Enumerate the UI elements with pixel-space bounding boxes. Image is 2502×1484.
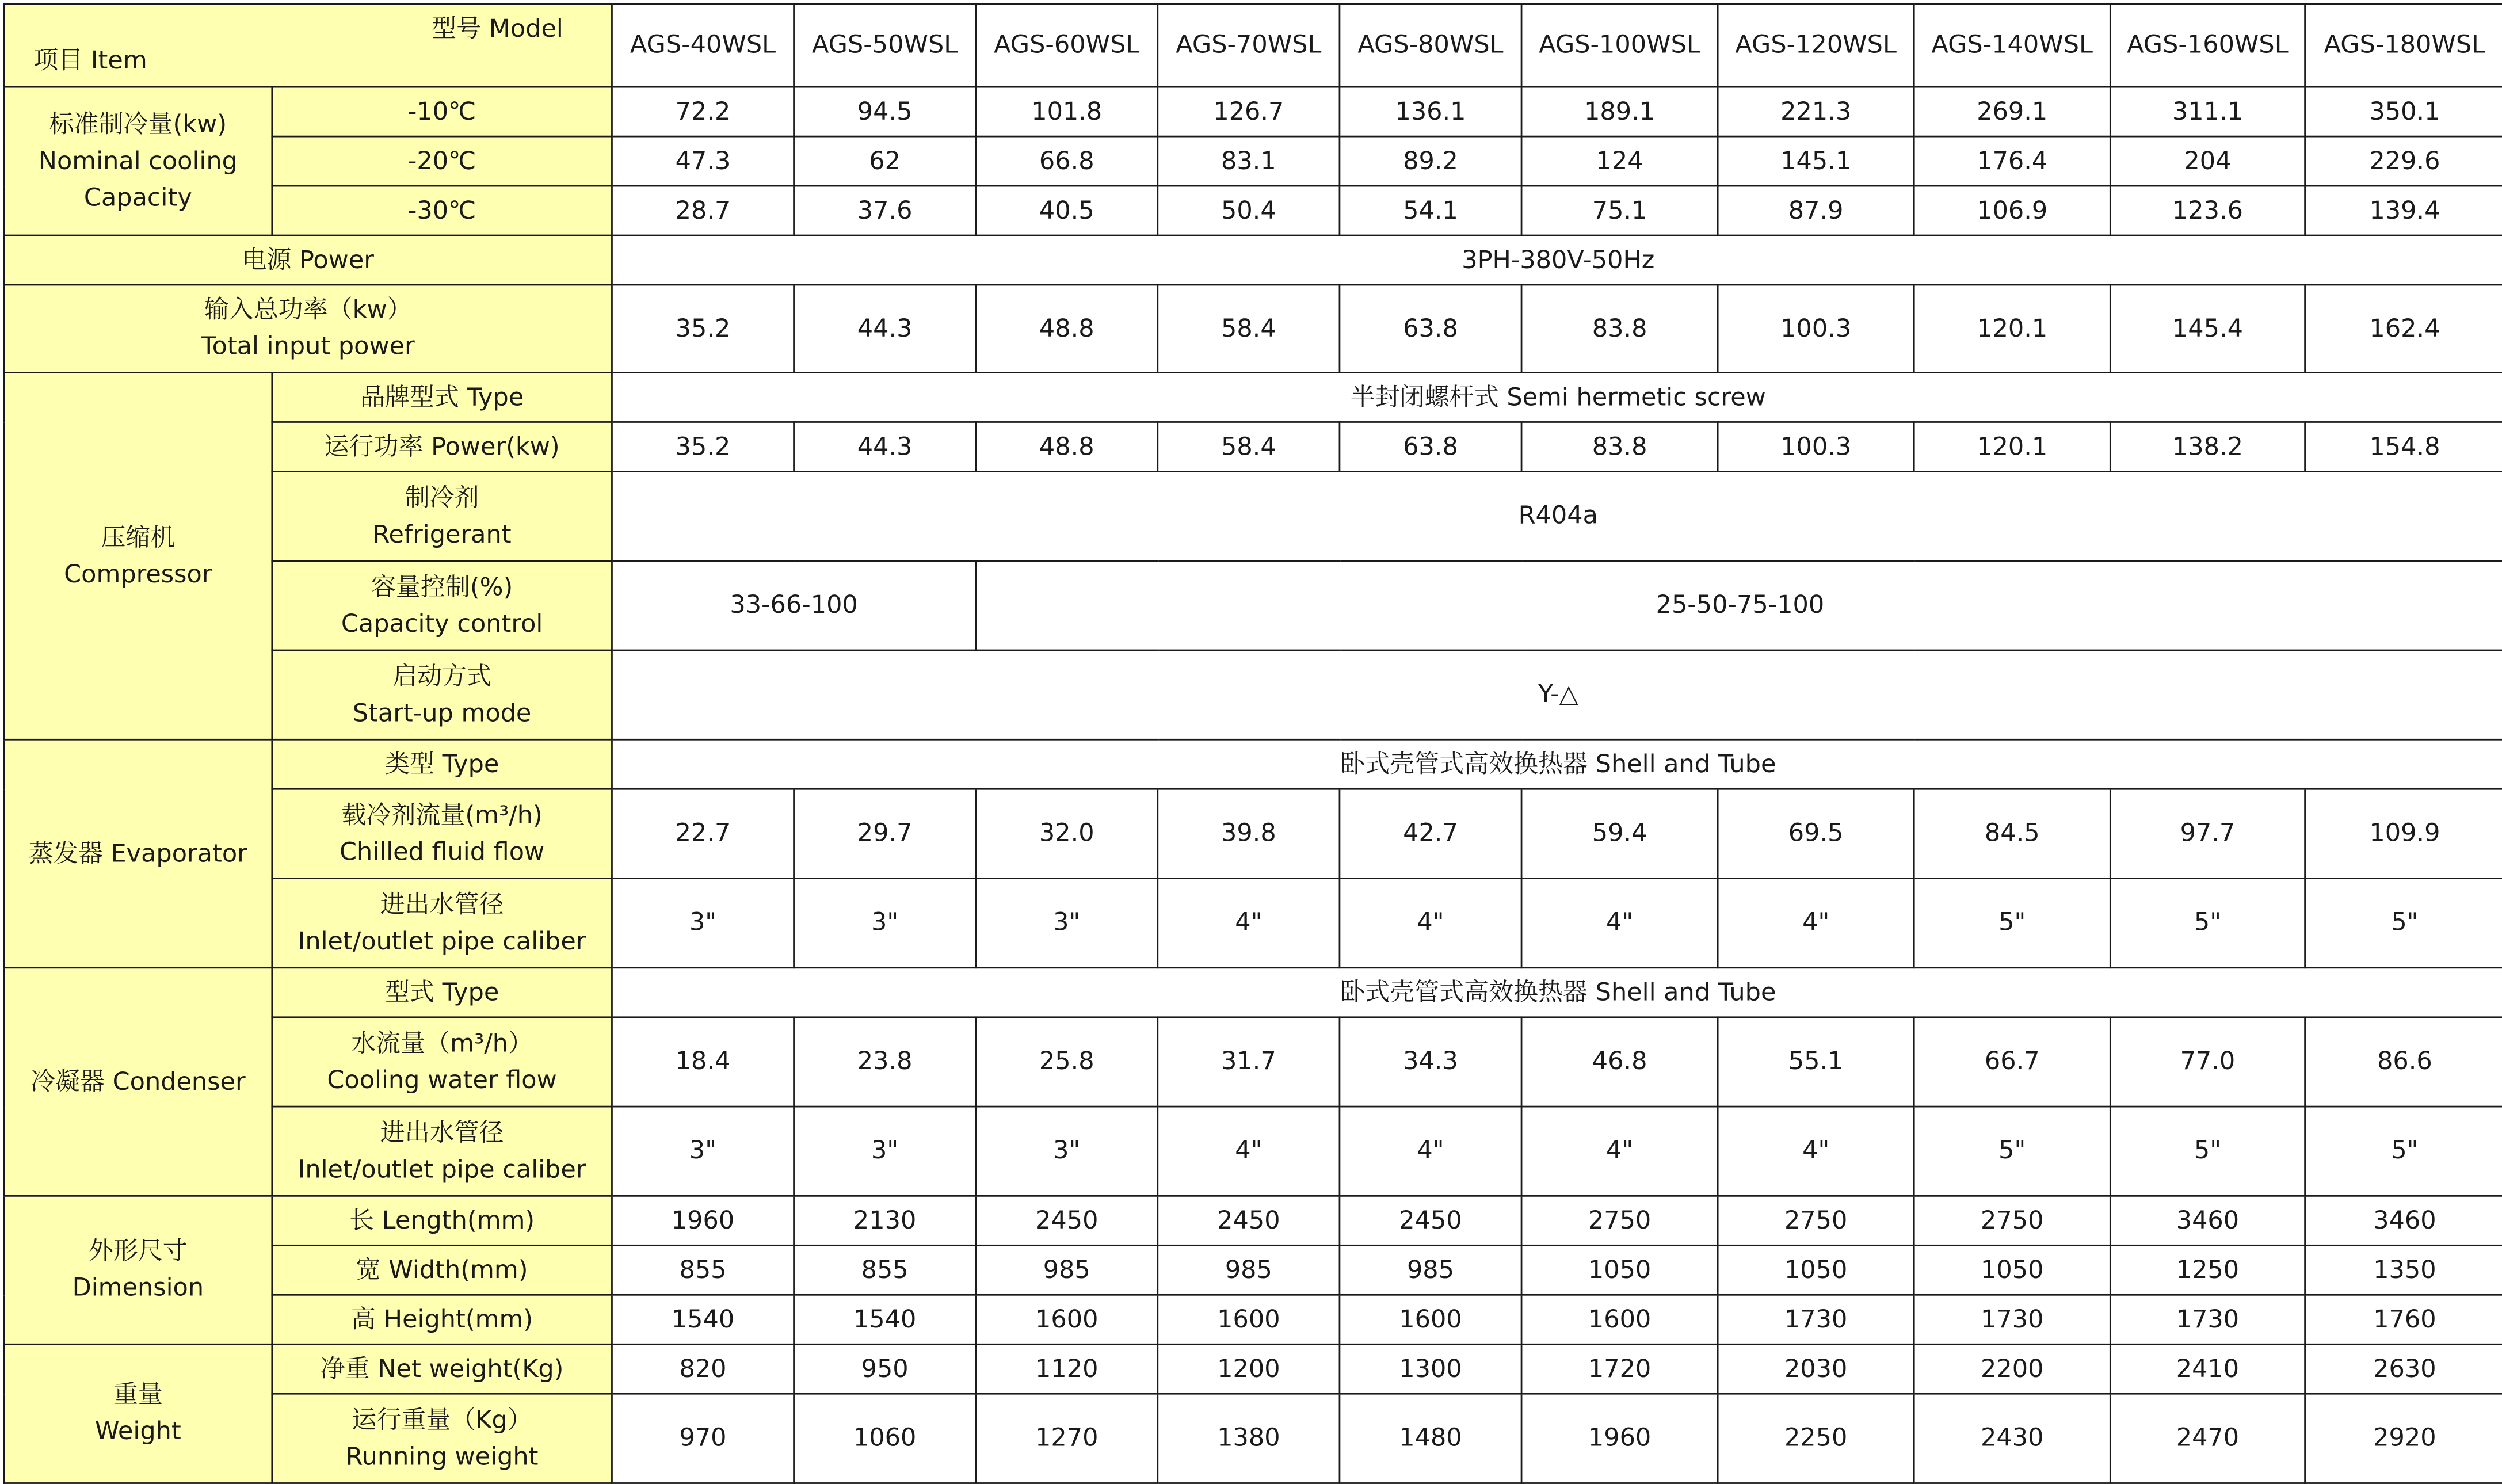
evaporator-type-value: 卧式壳管式高效换热器 Shell and Tube [612, 739, 2502, 789]
value-cell: 3460 [2305, 1196, 2502, 1245]
model-column-header: AGS-120WSL [1718, 4, 1914, 87]
value-cell: 66.7 [1914, 1017, 2110, 1107]
corner-header-cell [4, 4, 612, 87]
condenser-type-value: 卧式壳管式高效换热器 Shell and Tube [612, 968, 2502, 1017]
value-cell: 69.5 [1718, 789, 1914, 878]
value-cell: 18.4 [612, 1017, 794, 1107]
header-row [4, 4, 2502, 87]
temperature-label: -30℃ [272, 186, 612, 235]
value-cell: 1380 [1158, 1394, 1340, 1483]
value-cell: 3" [976, 1107, 1158, 1196]
evaporator-pipe-row [4, 879, 2502, 968]
value-cell: 4" [1340, 879, 1521, 968]
value-cell: 2130 [794, 1196, 976, 1245]
weight-group-label: 重量 Weight [4, 1344, 272, 1483]
value-cell: 94.5 [794, 87, 976, 136]
value-cell: 2450 [1340, 1196, 1521, 1245]
value-cell: 4" [1521, 1107, 1718, 1196]
capacity-control-value-small: 33-66-100 [612, 561, 975, 650]
value-cell: 120.1 [1914, 285, 2110, 373]
compressor-group-label: 压缩机 Compressor [4, 372, 272, 739]
value-cell: 2250 [1718, 1394, 1914, 1483]
value-cell: 35.2 [612, 285, 794, 373]
value-cell: 1760 [2305, 1295, 2502, 1344]
total-input-power-label: 输入总功率（kw） Total input power [4, 285, 612, 373]
running-weight-row [4, 1394, 2502, 1483]
width-row [4, 1245, 2502, 1295]
value-cell: 63.8 [1340, 285, 1521, 373]
condenser-type-row [4, 968, 2502, 1017]
value-cell: 83.8 [1521, 422, 1718, 471]
value-cell: 44.3 [794, 285, 976, 373]
value-cell: 1270 [976, 1394, 1158, 1483]
value-cell: 22.7 [612, 789, 794, 878]
model-column-header: AGS-160WSL [2110, 4, 2305, 87]
model-column-header: AGS-80WSL [1340, 4, 1521, 87]
value-cell: 48.8 [976, 285, 1158, 373]
value-cell: 4" [1158, 1107, 1340, 1196]
value-cell: 1050 [1718, 1245, 1914, 1295]
value-cell: 2750 [1718, 1196, 1914, 1245]
value-cell: 145.4 [2110, 285, 2305, 373]
value-cell: 269.1 [1914, 87, 2110, 136]
compressor-power-row [4, 422, 2502, 471]
value-cell: 950 [794, 1344, 976, 1394]
value-cell: 100.3 [1718, 422, 1914, 471]
value-cell: 136.1 [1340, 87, 1521, 136]
model-column-header: AGS-140WSL [1914, 4, 2110, 87]
value-cell: 350.1 [2305, 87, 2502, 136]
value-cell: 54.1 [1340, 186, 1521, 235]
refrigerant-value: R404a [612, 471, 2502, 560]
value-cell: 83.8 [1521, 285, 1718, 373]
compressor-type-label: 品牌型式 Type [272, 372, 612, 422]
compressor-power-label: 运行功率 Power(kw) [272, 422, 612, 471]
height-label: 高 Height(mm) [272, 1295, 612, 1344]
value-cell: 89.2 [1340, 136, 1521, 186]
chilled-flow-label: 载冷剂流量(m³/h) Chilled fluid flow [272, 789, 612, 878]
value-cell: 47.3 [612, 136, 794, 186]
value-cell: 985 [1340, 1245, 1521, 1295]
temperature-label: -10℃ [272, 87, 612, 136]
value-cell: 4" [1158, 879, 1340, 968]
refrigerant-row [4, 471, 2502, 560]
value-cell: 1600 [1521, 1295, 1718, 1344]
temperature-label: -20℃ [272, 136, 612, 186]
value-cell: 5" [2305, 879, 2502, 968]
capacity-control-value-large: 25-50-75-100 [976, 561, 2502, 650]
value-cell: 855 [794, 1245, 976, 1295]
value-cell: 5" [1914, 1107, 2110, 1196]
value-cell: 138.2 [2110, 422, 2305, 471]
model-column-header: AGS-180WSL [2305, 4, 2502, 87]
value-cell: 5" [2110, 879, 2305, 968]
value-cell: 37.6 [794, 186, 976, 235]
condenser-group-label: 冷凝器 Condenser [4, 968, 272, 1196]
value-cell: 2750 [1914, 1196, 2110, 1245]
value-cell: 1050 [1521, 1245, 1718, 1295]
value-cell: 40.5 [976, 186, 1158, 235]
evaporator-type-row [4, 739, 2502, 789]
cooling-row-minus10 [4, 87, 2502, 136]
length-row [4, 1196, 2502, 1245]
value-cell: 42.7 [1340, 789, 1521, 878]
value-cell: 970 [612, 1394, 794, 1483]
specification-table [3, 3, 2502, 1484]
value-cell: 1600 [1340, 1295, 1521, 1344]
model-column-header: AGS-70WSL [1158, 4, 1340, 87]
value-cell: 2030 [1718, 1344, 1914, 1394]
value-cell: 23.8 [794, 1017, 976, 1107]
startup-mode-value: Y-△ [612, 650, 2502, 739]
value-cell: 189.1 [1521, 87, 1718, 136]
value-cell: 1540 [794, 1295, 976, 1344]
value-cell: 1300 [1340, 1344, 1521, 1394]
chilled-flow-row [4, 789, 2502, 878]
value-cell: 1350 [2305, 1245, 2502, 1295]
net-weight-label: 净重 Net weight(Kg) [272, 1344, 612, 1394]
value-cell: 145.1 [1718, 136, 1914, 186]
capacity-control-row [4, 561, 2502, 650]
value-cell: 1060 [794, 1394, 976, 1483]
value-cell: 50.4 [1158, 186, 1340, 235]
value-cell: 46.8 [1521, 1017, 1718, 1107]
value-cell: 162.4 [2305, 285, 2502, 373]
value-cell: 2430 [1914, 1394, 2110, 1483]
value-cell: 1730 [2110, 1295, 2305, 1344]
value-cell: 55.1 [1718, 1017, 1914, 1107]
value-cell: 1730 [1718, 1295, 1914, 1344]
cooling-capacity-group-label: 标准制冷量(kw) Nominal cooling Capacity [4, 87, 272, 235]
value-cell: 1200 [1158, 1344, 1340, 1394]
value-cell: 2450 [1158, 1196, 1340, 1245]
value-cell: 101.8 [976, 87, 1158, 136]
model-column-header: AGS-60WSL [976, 4, 1158, 87]
dimension-group-label: 外形尺寸 Dimension [4, 1196, 272, 1344]
value-cell: 204 [2110, 136, 2305, 186]
value-cell: 97.7 [2110, 789, 2305, 878]
cooling-row-minus20 [4, 136, 2502, 186]
value-cell: 820 [612, 1344, 794, 1394]
value-cell: 77.0 [2110, 1017, 2305, 1107]
value-cell: 2200 [1914, 1344, 2110, 1394]
value-cell: 62 [794, 136, 976, 186]
value-cell: 72.2 [612, 87, 794, 136]
value-cell: 176.4 [1914, 136, 2110, 186]
value-cell: 3" [794, 879, 976, 968]
value-cell: 3" [612, 1107, 794, 1196]
value-cell: 1540 [612, 1295, 794, 1344]
value-cell: 35.2 [612, 422, 794, 471]
value-cell: 2470 [2110, 1394, 2305, 1483]
value-cell: 32.0 [976, 789, 1158, 878]
refrigerant-label: 制冷剂 Refrigerant [272, 471, 612, 560]
value-cell: 1120 [976, 1344, 1158, 1394]
condenser-pipe-label: 进出水管径 Inlet/outlet pipe caliber [272, 1107, 612, 1196]
value-cell: 229.6 [2305, 136, 2502, 186]
value-cell: 106.9 [1914, 186, 2110, 235]
width-label: 宽 Width(mm) [272, 1245, 612, 1295]
value-cell: 28.7 [612, 186, 794, 235]
value-cell: 3" [976, 879, 1158, 968]
item-header-label: 项目 Item [33, 46, 147, 75]
height-row [4, 1295, 2502, 1344]
value-cell: 120.1 [1914, 422, 2110, 471]
model-column-header: AGS-100WSL [1521, 4, 1718, 87]
value-cell: 3" [794, 1107, 976, 1196]
value-cell: 985 [1158, 1245, 1340, 1295]
net-weight-row [4, 1344, 2502, 1394]
value-cell: 4" [1718, 879, 1914, 968]
model-column-header: AGS-40WSL [612, 4, 794, 87]
value-cell: 855 [612, 1245, 794, 1295]
value-cell: 1050 [1914, 1245, 2110, 1295]
evaporator-type-label: 类型 Type [272, 739, 612, 789]
value-cell: 58.4 [1158, 422, 1340, 471]
value-cell: 2630 [2305, 1344, 2502, 1394]
evaporator-group-label: 蒸发器 Evaporator [4, 739, 272, 968]
value-cell: 1600 [976, 1295, 1158, 1344]
model-header-label: 型号 Model [432, 14, 563, 43]
value-cell: 5" [1914, 879, 2110, 968]
value-cell: 1960 [612, 1196, 794, 1245]
value-cell: 109.9 [2305, 789, 2502, 878]
value-cell: 34.3 [1340, 1017, 1521, 1107]
value-cell: 83.1 [1158, 136, 1340, 186]
cooling-water-flow-row [4, 1017, 2502, 1107]
value-cell: 66.8 [976, 136, 1158, 186]
value-cell: 4" [1340, 1107, 1521, 1196]
value-cell: 5" [2305, 1107, 2502, 1196]
length-label: 长 Length(mm) [272, 1196, 612, 1245]
value-cell: 31.7 [1158, 1017, 1340, 1107]
power-supply-label: 电源 Power [4, 235, 612, 285]
compressor-type-row [4, 372, 2502, 422]
total-input-power-row [4, 285, 2502, 373]
value-cell: 221.3 [1718, 87, 1914, 136]
value-cell: 123.6 [2110, 186, 2305, 235]
value-cell: 29.7 [794, 789, 976, 878]
value-cell: 4" [1521, 879, 1718, 968]
condenser-pipe-row [4, 1107, 2502, 1196]
value-cell: 59.4 [1521, 789, 1718, 878]
value-cell: 48.8 [976, 422, 1158, 471]
value-cell: 87.9 [1718, 186, 1914, 235]
value-cell: 2920 [2305, 1394, 2502, 1483]
value-cell: 4" [1718, 1107, 1914, 1196]
value-cell: 75.1 [1521, 186, 1718, 235]
value-cell: 985 [976, 1245, 1158, 1295]
value-cell: 39.8 [1158, 789, 1340, 878]
condenser-type-label: 型式 Type [272, 968, 612, 1017]
value-cell: 2450 [976, 1196, 1158, 1245]
value-cell: 154.8 [2305, 422, 2502, 471]
value-cell: 1730 [1914, 1295, 2110, 1344]
value-cell: 311.1 [2110, 87, 2305, 136]
value-cell: 63.8 [1340, 422, 1521, 471]
evaporator-pipe-label: 进出水管径 Inlet/outlet pipe caliber [272, 879, 612, 968]
value-cell: 3460 [2110, 1196, 2305, 1245]
value-cell: 5" [2110, 1107, 2305, 1196]
model-column-header: AGS-50WSL [794, 4, 976, 87]
value-cell: 84.5 [1914, 789, 2110, 878]
value-cell: 124 [1521, 136, 1718, 186]
power-supply-value: 3PH-380V-50Hz [612, 235, 2502, 285]
value-cell: 86.6 [2305, 1017, 2502, 1107]
compressor-type-value: 半封闭螺杆式 Semi hermetic screw [612, 372, 2502, 422]
value-cell: 139.4 [2305, 186, 2502, 235]
value-cell: 1720 [1521, 1344, 1718, 1394]
value-cell: 2750 [1521, 1196, 1718, 1245]
startup-mode-row [4, 650, 2502, 739]
value-cell: 126.7 [1158, 87, 1340, 136]
value-cell: 1600 [1158, 1295, 1340, 1344]
cooling-row-minus30 [4, 186, 2502, 235]
value-cell: 100.3 [1718, 285, 1914, 373]
value-cell: 2410 [2110, 1344, 2305, 1394]
cooling-water-flow-label: 水流量（m³/h） Cooling water flow [272, 1017, 612, 1107]
value-cell: 1960 [1521, 1394, 1718, 1483]
running-weight-label: 运行重量（Kg） Running weight [272, 1394, 612, 1483]
value-cell: 58.4 [1158, 285, 1340, 373]
value-cell: 44.3 [794, 422, 976, 471]
startup-mode-label: 启动方式 Start-up mode [272, 650, 612, 739]
capacity-control-label: 容量控制(%) Capacity control [272, 561, 612, 650]
value-cell: 25.8 [976, 1017, 1158, 1107]
power-supply-row [4, 235, 2502, 285]
value-cell: 1250 [2110, 1245, 2305, 1295]
value-cell: 3" [612, 879, 794, 968]
value-cell: 1480 [1340, 1394, 1521, 1483]
